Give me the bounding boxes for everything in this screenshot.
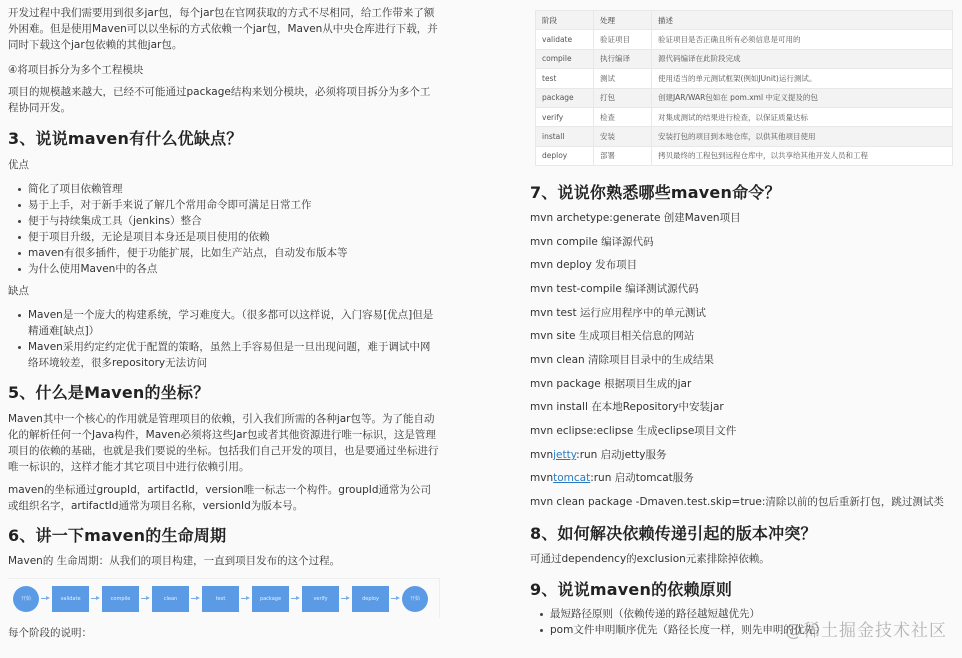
table-row (536, 49, 953, 68)
watermark: @稀土掘金技术社区 (785, 621, 947, 641)
command-item: mvn deploy 发布项目 (530, 259, 638, 271)
table-cell: verify (536, 107, 594, 126)
command-item: mvn site 生成项目相关信息的网站 (530, 330, 695, 342)
q9-heading: 9、说说maven的依赖原则 (530, 580, 733, 599)
command-item-jetty (530, 447, 667, 463)
table-row (536, 88, 953, 107)
table-cell: deploy (536, 146, 594, 165)
table-row (536, 30, 953, 49)
table-cell: 部署 (594, 146, 652, 165)
column-header: 阶段 (536, 11, 594, 30)
table-row (536, 69, 953, 88)
column-header: 描述 (652, 11, 953, 30)
pros-label: 优点 (8, 159, 29, 171)
table-row (536, 107, 953, 126)
table-cell: 创建JAR/WAR包如在 pom.xml 中定义提及的包 (652, 88, 953, 107)
table-row (536, 127, 953, 146)
command-item: mvn clean 清除项目目录中的生成结果 (530, 354, 715, 366)
lifecycle-phase-table (535, 10, 953, 166)
command-item: mvn clean package -Dmaven.test.skip=true:清除以前的包后重新打包，跳过测试类 (530, 496, 944, 508)
list-item: pom文件申明顺序优先（路径长度一样，则先申明的优先） (542, 622, 942, 638)
command-item: mvn archetype:generate 创建Maven项目 (530, 212, 741, 224)
cons-label: 缺点 (8, 285, 29, 297)
point4-title: ④将项目拆分为多个工程模块 (8, 64, 144, 76)
table-cell: 源代码编译在此阶段完成 (652, 49, 953, 68)
flow-step-test: test (202, 586, 239, 612)
list-item: maven有很多插件，便于功能扩展，比如生产站点，自动发布版本等 (20, 245, 440, 261)
arrow-right-icon (189, 586, 202, 612)
stage-description-label: 每个阶段的说明： (8, 627, 92, 639)
command-suffix: :run 启动jetty服务 (576, 449, 667, 461)
table-row (536, 146, 953, 165)
arrow-right-icon (89, 586, 102, 612)
column-header: 处理 (594, 11, 652, 30)
arrow-right-icon (139, 586, 152, 612)
table-cell: 执行编译 (594, 49, 652, 68)
q5-paragraph-1: Maven其中一个核心的作用就是管理项目的依赖，引入我们所需的各种jar包等。为了能自动化的解析任何一个Java构件，Maven必须将这些Jar包或者其他资源进行唯一标识，这是管理项目的依赖的基础，也就是我们要说的坐标。包括我们自己开发的项目，也是要通过坐标进行唯一标识的，这样才能才其它项目中进行依赖引用。 (8, 413, 439, 473)
command-item: mvn install 在本地Repository中安装jar (530, 401, 724, 413)
table-cell: 对集成测试的结果进行检查，以保证质量达标 (652, 107, 953, 126)
intro-paragraph: 开发过程中我们需要用到很多jar包，每个jar包在官网获取的方式不尽相同，给工作带来了额外困难。但是使用Maven可以以坐标的方式依赖一个jar包，Maven从中央仓库进行下载，并同时下载这个jar包依赖的其他jar包。 (8, 7, 438, 51)
list-item: 最短路径原则（依赖传递的路径越短越优先） (542, 606, 942, 622)
q6-heading: 6、讲一下maven的生命周期 (8, 526, 227, 545)
list-item: 便于项目升级，无论是项目本身还是项目使用的依赖 (20, 229, 440, 245)
list-item: 便于与持续集成工具（jenkins）整合 (20, 213, 440, 229)
table-cell: install (536, 127, 594, 146)
flow-end-node: 开始 (402, 586, 428, 612)
q3-heading: 3、说说maven有什么优缺点？ (8, 129, 243, 148)
flow-step-clean: clean (152, 586, 189, 612)
table-cell: 验证项目 (594, 30, 652, 49)
table-cell: 检查 (594, 107, 652, 126)
arrow-right-icon (389, 586, 402, 612)
flow-step-deploy: deploy (352, 586, 389, 612)
command-item: mvn package 根据项目生成的jar (530, 378, 692, 390)
command-item: mvn test-compile 编译测试源代码 (530, 283, 699, 295)
table-cell: 使用适当的单元测试框架(例如JUnit)运行测试。 (652, 69, 953, 88)
flow-start-node: 开始 (13, 586, 39, 612)
table-cell: package (536, 88, 594, 107)
command-item: mvn compile 编译源代码 (530, 236, 654, 248)
command-prefix: mvn (530, 449, 554, 461)
list-item: 简化了项目依赖管理 (20, 181, 440, 197)
list-item: 为什么使用Maven中的各点 (20, 261, 440, 277)
arrow-right-icon (289, 586, 302, 612)
list-item: Maven是一个庞大的构建系统，学习难度大。（很多都可以这样说，入门容易[优点]但是精通难[缺点]） (20, 307, 440, 339)
command-item: mvn test 运行应用程序中的单元测试 (530, 307, 706, 319)
q6-paragraph: Maven的 生命周期：从我们的项目构建，一直到项目发布的这个过程。 (8, 555, 341, 567)
table-cell: test (536, 69, 594, 88)
list-item: Maven采用约定约定优于配置的策略，虽然上手容易但是一旦出现问题，难于调试中网络环境较差，很多repository无法访问 (20, 339, 440, 371)
table-cell: compile (536, 49, 594, 68)
table-header-row (536, 11, 953, 30)
table-cell: 验证项目是否正确且所有必须信息是可用的 (652, 30, 953, 49)
table-cell: 测试 (594, 69, 652, 88)
tomcat-link[interactable]: tomcat (553, 472, 591, 484)
q8-paragraph: 可通过dependency的exclusion元素排除掉依赖。 (530, 553, 770, 565)
command-suffix: :run 启动tomcat服务 (590, 472, 694, 484)
arrow-right-icon (339, 586, 352, 612)
table-cell: 打包 (594, 88, 652, 107)
arrow-right-icon (39, 586, 52, 612)
lifecycle-flow-diagram (8, 578, 440, 618)
table-cell: 安装 (594, 127, 652, 146)
table-cell: validate (536, 30, 594, 49)
flow-step-validate: validate (52, 586, 89, 612)
list-item: 易于上手，对于新手来说了解几个常用命令即可满足日常工作 (20, 197, 440, 213)
q5-heading: 5、什么是Maven的坐标？ (8, 383, 210, 402)
table-cell: 安装打包的项目到本地仓库，以供其他项目使用 (652, 127, 953, 146)
command-item-tomcat (530, 470, 694, 486)
point4-paragraph: 项目的规模越来越大，已经不可能通过package结构来划分模块，必须将项目拆分为多个工程协同开发。 (8, 86, 431, 114)
cons-list (20, 307, 440, 371)
pros-list (20, 181, 440, 277)
q5-paragraph-2: maven的坐标通过groupId，artifactId，version唯一标志一个构件。groupId通常为公司或组织名字，artifactId通常为项目名称，versionId为版本号。 (8, 484, 432, 512)
table-cell: 拷贝最终的工程包到远程仓库中，以共享给其他开发人员和工程 (652, 146, 953, 165)
flow-step-compile: compile (102, 586, 139, 612)
command-item: mvn eclipse:eclipse 生成eclipse项目文件 (530, 425, 737, 437)
flow-step-package: package (252, 586, 289, 612)
jetty-link[interactable]: jetty (553, 449, 577, 461)
command-prefix: mvn (530, 472, 554, 484)
flow-step-verify: verify (302, 586, 339, 612)
q8-heading: 8、如何解决依赖传递引起的版本冲突？ (530, 524, 817, 543)
q7-heading: 7、说说你熟悉哪些maven命令？ (530, 183, 781, 202)
arrow-right-icon (239, 586, 252, 612)
